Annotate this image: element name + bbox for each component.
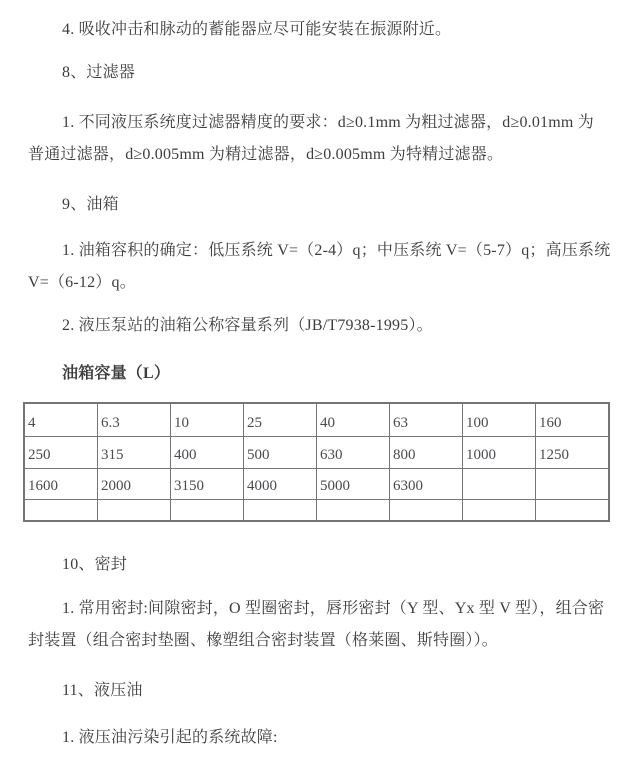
- table-cell: 25: [244, 403, 317, 437]
- table-cell: 400: [171, 437, 244, 469]
- table-cell: 2000: [98, 469, 171, 500]
- table-cell: 1600: [24, 469, 98, 500]
- table-cell: 10: [171, 403, 244, 437]
- filter-paragraph-line-2: 普通过滤器，d≥0.005mm 为精过滤器，d≥0.005mm 为特精过滤器。: [28, 146, 504, 163]
- table-row: [24, 403, 609, 437]
- filter-paragraph-line-1: 1. 不同液压系统度过滤器精度的要求：d≥0.1mm 为粗过滤器，d≥0.01mm 为: [62, 114, 594, 131]
- table-cell: [24, 500, 98, 522]
- table-cell: 63: [390, 403, 463, 437]
- table-cell: 1250: [536, 437, 610, 469]
- seal-paragraph-line-2: 封装置（组合密封垫圈、橡塑组合密封装置（格莱圈、斯特圈））。: [28, 632, 499, 649]
- table-row: [24, 469, 609, 500]
- tank-series-paragraph: 2. 液压泵站的油箱公称容量系列（JB/T7938-1995）。: [62, 317, 433, 334]
- table-cell: [536, 469, 610, 500]
- table-cell: [463, 469, 536, 500]
- table-cell: 1000: [463, 437, 536, 469]
- table-cell: [536, 500, 610, 522]
- table-cell: 40: [317, 403, 390, 437]
- tank-volume-line-2: V=（6-12）q。: [28, 274, 136, 291]
- table-cell: 5000: [317, 469, 390, 500]
- table-cell: 630: [317, 437, 390, 469]
- table-cell: [317, 500, 390, 522]
- section-heading-seal: 10、密封: [62, 556, 128, 573]
- table-cell: [463, 500, 536, 522]
- paragraph-accumulator: 4. 吸收冲击和脉动的蓄能器应尽可能安装在振源附近。: [62, 21, 452, 38]
- table-cell: 4000: [244, 469, 317, 500]
- tank-volume-line-1: 1. 油箱容积的确定：低压系统 V=（2-4）q；中压系统 V=（5-7）q；高压系统: [62, 242, 611, 259]
- table-cell: 6.3: [98, 403, 171, 437]
- table-cell: 6300: [390, 469, 463, 500]
- table-row: [24, 437, 609, 469]
- section-heading-oil: 11、液压油: [62, 682, 143, 699]
- table-cell: 800: [390, 437, 463, 469]
- table-cell: 160: [536, 403, 610, 437]
- oil-contamination-line: 1. 液压油污染引起的系统故障:: [62, 729, 278, 746]
- table-cell: 250: [24, 437, 98, 469]
- seal-paragraph-line-1: 1. 常用密封:间隙密封，O 型圈密封，唇形密封（Y 型、Yx 型 V 型），组合密: [62, 600, 605, 617]
- section-heading-filter: 8、过滤器: [62, 64, 136, 81]
- section-heading-tank: 9、油箱: [62, 196, 119, 213]
- table-cell: 315: [98, 437, 171, 469]
- table-cell: 100: [463, 403, 536, 437]
- table-cell: [98, 500, 171, 522]
- table-cell: [171, 500, 244, 522]
- table-row: [24, 500, 609, 522]
- table-cell: 4: [24, 403, 98, 437]
- capacity-table: [23, 402, 610, 522]
- table-cell: [244, 500, 317, 522]
- table-caption: 油箱容量（L）: [62, 365, 171, 382]
- table-cell: [390, 500, 463, 522]
- table-cell: 3150: [171, 469, 244, 500]
- table-cell: 500: [244, 437, 317, 469]
